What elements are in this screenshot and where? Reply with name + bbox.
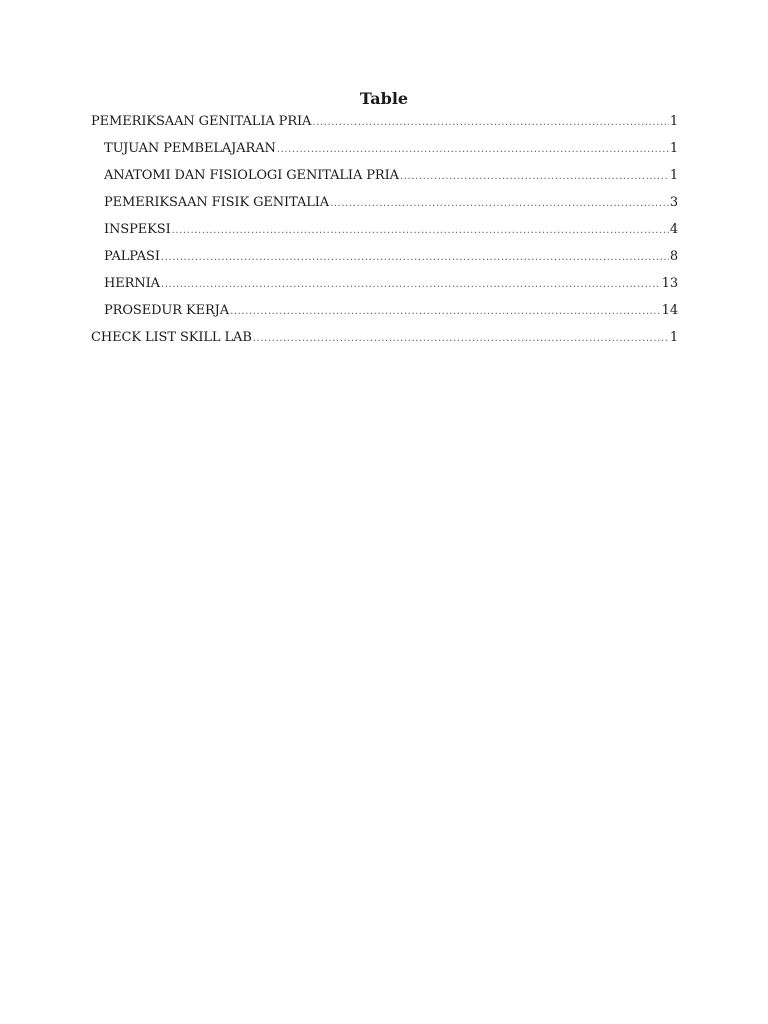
toc-entry-palpasi[interactable] bbox=[91, 247, 678, 274]
toc-entry-label: TUJUAN PEMBELAJARAN bbox=[104, 141, 276, 156]
toc-entry-tujuan-pembelajaran[interactable] bbox=[91, 139, 678, 166]
toc-entry-label: INSPEKSI bbox=[104, 222, 171, 237]
toc-dot-leader bbox=[330, 194, 669, 214]
toc-entry-anatomi-dan-fisiologi[interactable] bbox=[91, 166, 678, 193]
toc-dot-leader bbox=[161, 248, 669, 268]
table-of-contents bbox=[91, 112, 678, 355]
toc-entry-label: PEMERIKSAAN GENITALIA PRIA bbox=[91, 114, 312, 129]
toc-dot-leader bbox=[400, 167, 669, 187]
toc-entry-label: PEMERIKSAAN FISIK GENITALIA bbox=[104, 195, 330, 210]
toc-dot-leader bbox=[253, 329, 669, 349]
toc-entry-hernia[interactable] bbox=[91, 274, 678, 301]
toc-dot-leader bbox=[230, 302, 661, 322]
toc-page-number: 1 bbox=[669, 330, 678, 345]
toc-entry-pemeriksaan-genitalia-pria[interactable] bbox=[91, 112, 678, 139]
toc-entry-label: HERNIA bbox=[104, 276, 160, 291]
toc-dot-leader bbox=[277, 140, 669, 160]
toc-entry-label: PALPASI bbox=[104, 249, 160, 264]
toc-entry-inspeksi[interactable] bbox=[91, 220, 678, 247]
toc-dot-leader bbox=[161, 275, 661, 295]
toc-page-number: 1 bbox=[669, 114, 678, 129]
toc-page-number: 4 bbox=[669, 222, 678, 237]
toc-entry-pemeriksaan-fisik-genitalia[interactable] bbox=[91, 193, 678, 220]
toc-entry-check-list-skill-lab[interactable] bbox=[91, 328, 678, 355]
toc-entry-label: CHECK LIST SKILL LAB bbox=[91, 330, 252, 345]
toc-dot-leader bbox=[312, 113, 668, 133]
toc-page-number: 14 bbox=[661, 303, 678, 318]
toc-entry-label: ANATOMI DAN FISIOLOGI GENITALIA PRIA bbox=[104, 168, 399, 183]
toc-page-number: 1 bbox=[669, 168, 678, 183]
toc-entry-prosedur-kerja[interactable] bbox=[91, 301, 678, 328]
toc-entry-label: PROSEDUR KERJA bbox=[104, 303, 230, 318]
toc-dot-leader bbox=[172, 221, 669, 241]
toc-title: Table bbox=[359, 89, 409, 108]
toc-page-number: 1 bbox=[669, 141, 678, 156]
toc-page-number: 8 bbox=[669, 249, 678, 264]
toc-page-number: 3 bbox=[669, 195, 678, 210]
toc-page-number: 13 bbox=[661, 276, 678, 291]
